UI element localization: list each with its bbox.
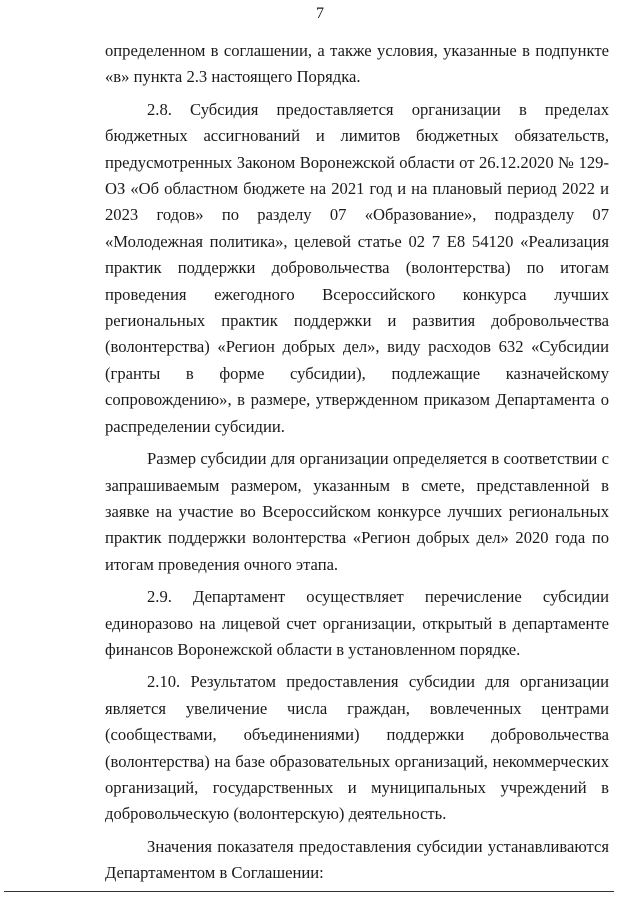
paragraph-2-9: 2.9. Департамент осуществляет перечисление субсидии единоразово на лицевой счет организации, открытый в департаменте финансов Воронежской области в установленном порядке. xyxy=(105,587,609,659)
paragraph-2-8: 2.8. Субсидия предоставляется организации в пределах бюджетных ассигнований и лимитов бюджетных обязательств, предусмотренных Законом Воронежской области от 26.12.2020 № 129-ОЗ «Об областном бюджете на 2021 год и на плановый период 2022 и 2023 годов» по разделу 07 «Образование», подразделу 07 «Молодежная политика», целевой статье 02 7 Е8 54120 «Реализация практик поддержки добровольчества (волонтерства) по итогам проведения ежегодного Всероссийского конкурса лучших региональных практик поддержки и развития добровольчества (волонтерства) «Регион добрых дел», виду расходов 632 «Субсидии (гранты в форме субсидии), подлежащие казначейскому сопровождению», в размере, утвержденном приказом Департамента о распределении субсидии. xyxy=(105,99,609,436)
footer-divider xyxy=(4,891,614,892)
paragraph-indicator-values: Значения показателя предоставления субсидии устанавливаются Департаментом в Соглашении: xyxy=(105,836,609,883)
paragraph-2-10: 2.10. Результатом предоставления субсидии для организации является увеличение числа граждан, вовлеченных центрами (сообществами, объединениями) поддержки добровольчества (волонтерства) на базе образовательных организаций, некоммерческих организаций, государственных и муниципальных учреждений в добровольческую (волонтерскую) деятельность. xyxy=(105,672,609,824)
document-body xyxy=(105,38,609,887)
paragraph-continuation: определенном в соглашении, а также условия, указанные в подпункте «в» пункта 2.3 настоящего Порядка. xyxy=(105,41,609,87)
paragraph-subsidy-size: Размер субсидии для организации определяется в соответствии с запрашиваемым размером, указанным в смете, представленной в заявке на участие во Всероссийском конкурсе лучших региональных практик поддержки волонтерства «Регион добрых дел» 2020 года по итогам проведения очного этапа. xyxy=(105,449,609,574)
page-number: 7 xyxy=(316,5,324,22)
